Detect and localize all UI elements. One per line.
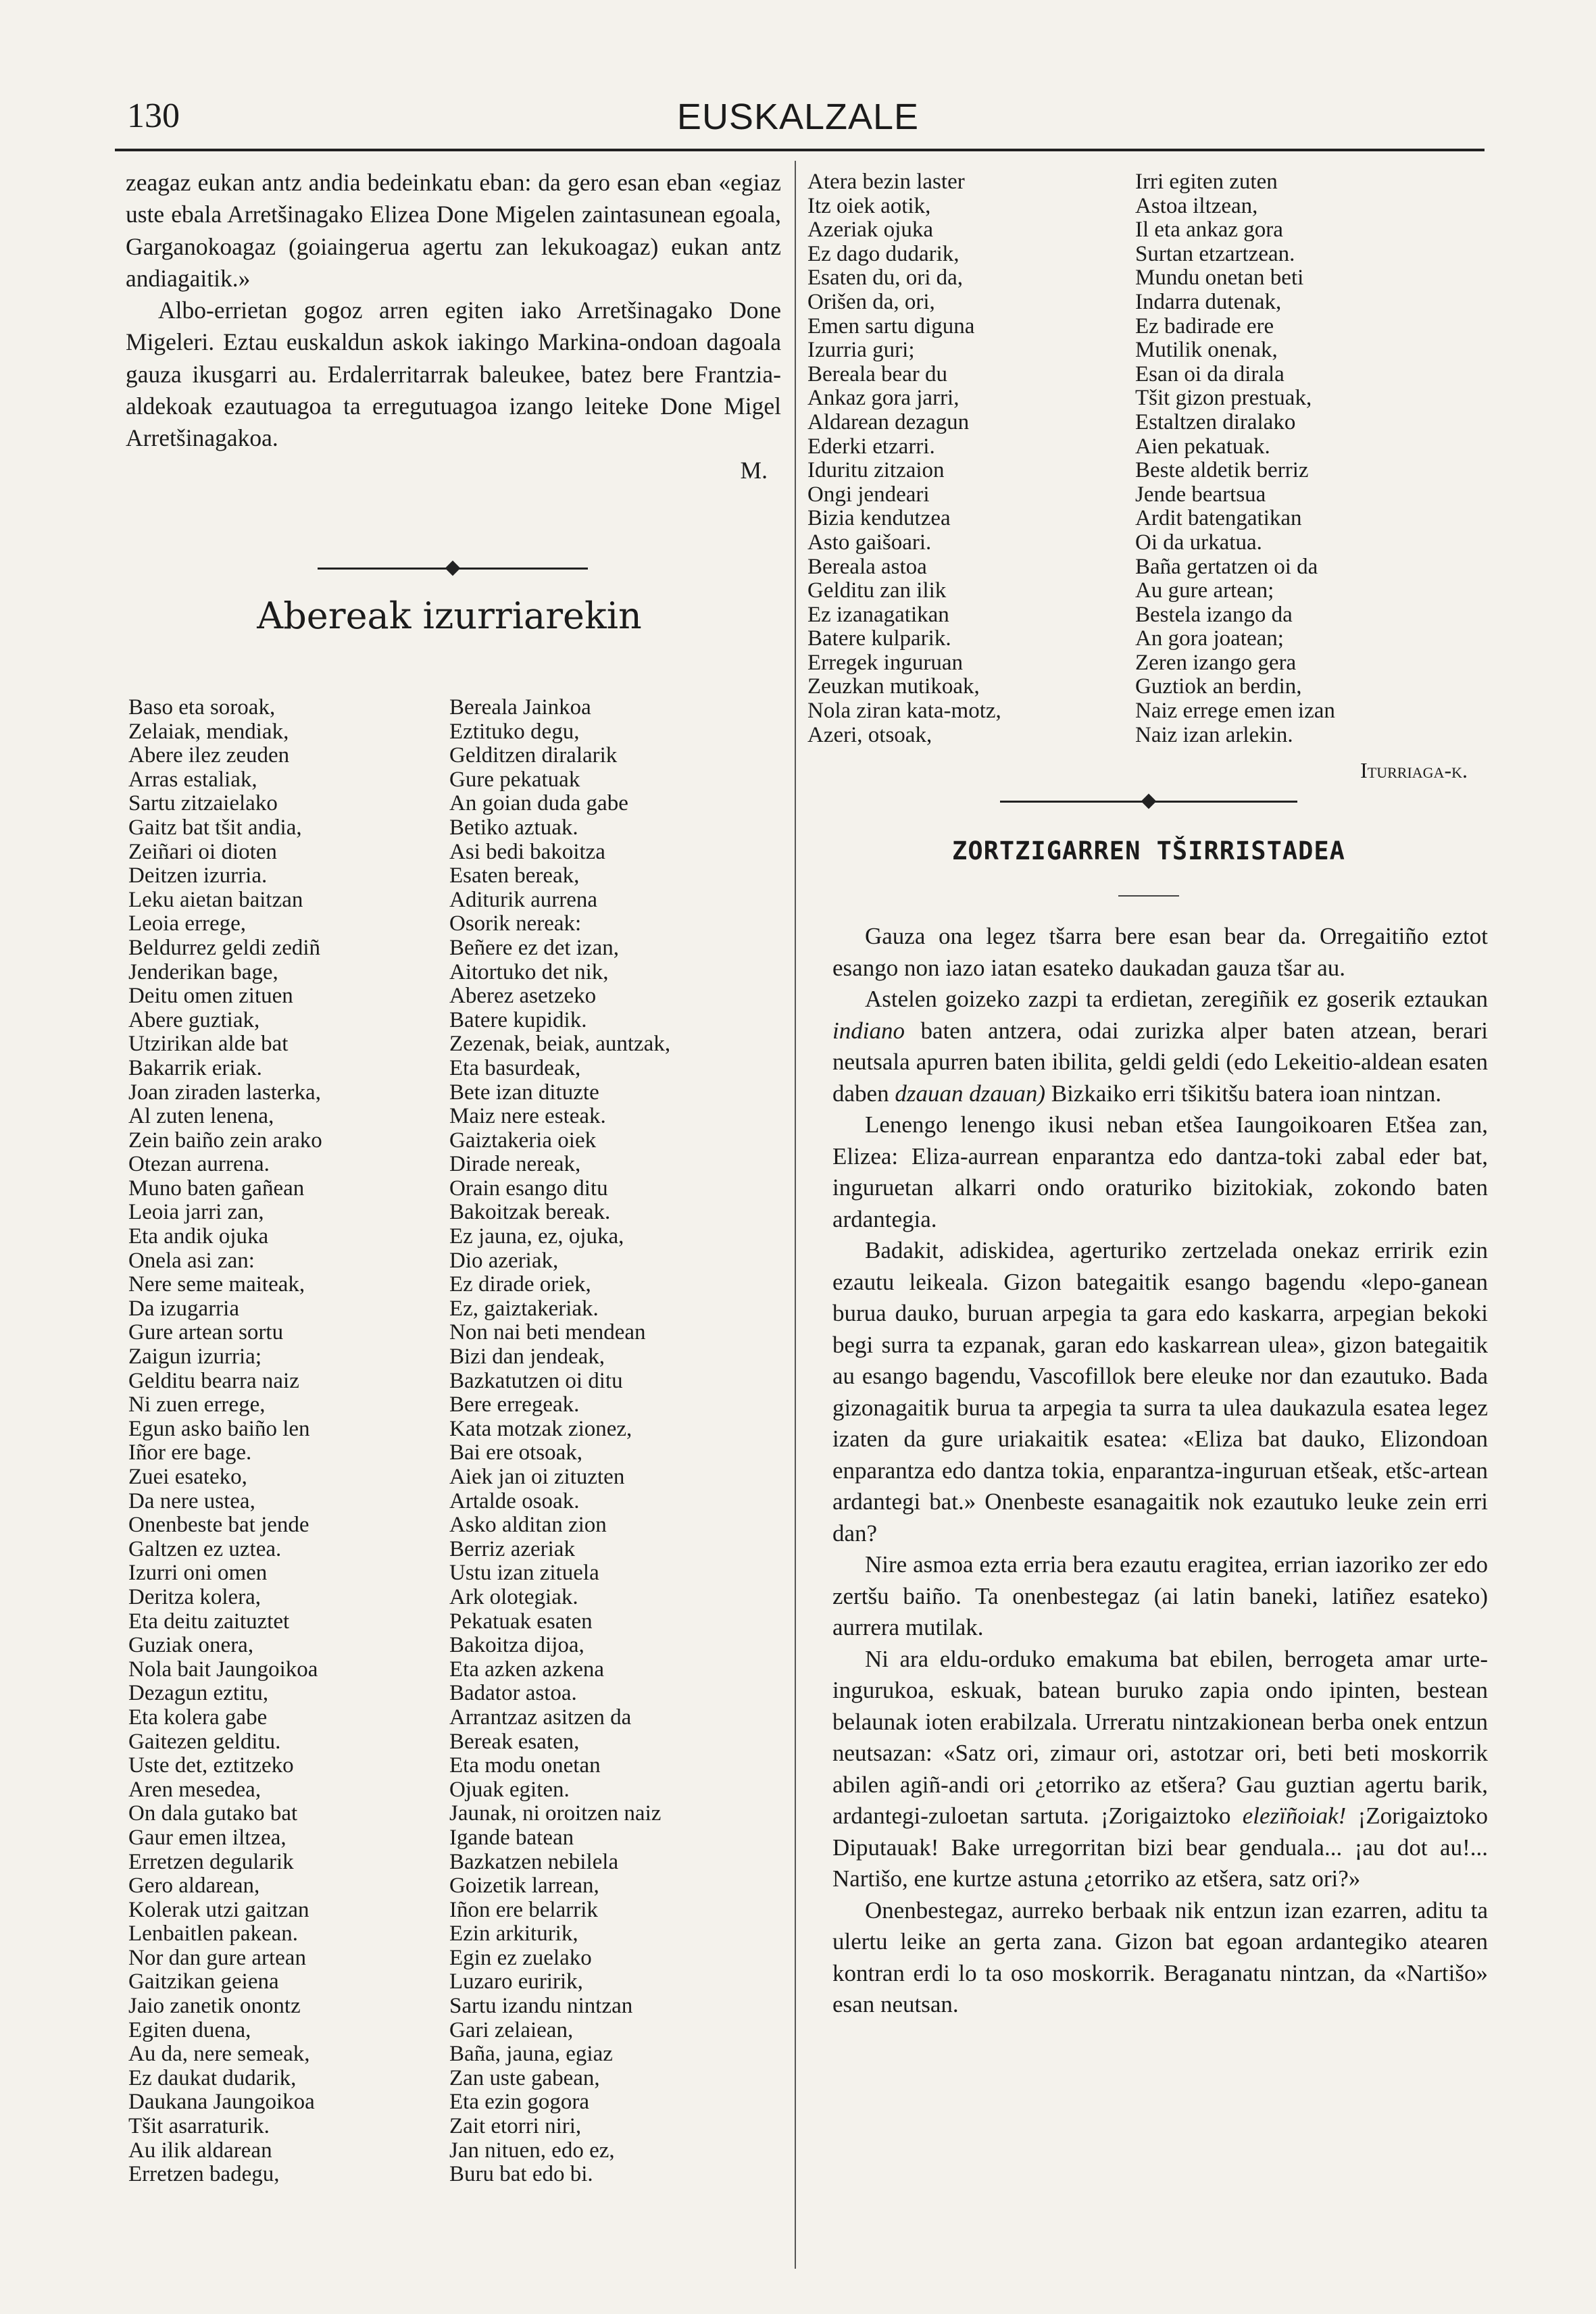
verse-line: Lenbaitlen pakean. xyxy=(128,1921,299,1946)
section-text xyxy=(832,921,1488,2021)
verse-line: Gelditu bearra naiz xyxy=(128,1368,299,1393)
verse-line: Iñor ere bage. xyxy=(128,1440,252,1465)
section-paragraph: Gauza ona legez tšarra bere esan bear da. Orregaitiño eztot esango non iazo iatan esateko daukadan gauza tšar au. xyxy=(832,923,1488,981)
verse-line: Tšit asarraturik. xyxy=(128,2114,270,2139)
verse-line: Osorik nereak: xyxy=(449,911,582,936)
verse-line: Ez jauna, ez, ojuka, xyxy=(449,1224,624,1249)
ornament-rule xyxy=(318,568,588,570)
verse-line: Ni zuen errege, xyxy=(128,1392,266,1417)
verse-line: Beste aldetik berriz xyxy=(1135,458,1309,483)
verse-line: Orišen da, ori, xyxy=(807,289,935,314)
verse-line: Aren mesedea, xyxy=(128,1777,261,1802)
verse-line: Eta modu onetan xyxy=(449,1753,601,1778)
verse-line: Aien pekatuak. xyxy=(1135,434,1270,459)
verse-line: Arrantzaz asitzen da xyxy=(449,1705,632,1730)
verse-line: Jaunak, ni oroitzen naiz xyxy=(449,1801,662,1826)
verse-line: Bereak esaten, xyxy=(449,1729,580,1754)
verse-line: Gelditu zan ilik xyxy=(807,578,947,603)
verse-line: Oi da urkatua. xyxy=(1135,530,1262,555)
verse-line: Azeriak ojuka xyxy=(807,218,933,243)
verse-line: Kata motzak zionez, xyxy=(449,1416,632,1441)
verse-line: Eztituko degu, xyxy=(449,719,580,744)
title-underline xyxy=(1118,895,1179,897)
verse-line: Izurria guri; xyxy=(807,338,915,363)
section-paragraph: Nire asmoa ezta erria bera ezautu eragitea, errian iazoriko zer edo zertšu baiño. Ta onenbestegaz (ai latin baneki, latiñez esateko) aurrera mutilak. xyxy=(832,1551,1488,1640)
verse-line: Bazkatzen nebilela xyxy=(449,1849,619,1874)
verse-line: Ardit batengatikan xyxy=(1135,506,1302,531)
section-paragraph xyxy=(832,984,1488,1109)
text-run: Astelen goizeko zazpi ta erdietan, zeregiñik ez goserik eztaukan xyxy=(865,986,1488,1012)
verse-line: Jende beartsua xyxy=(1135,482,1266,507)
verse-line: Uste det, eztitzeko xyxy=(128,1753,294,1778)
verse-line: Maiz nere esteak. xyxy=(449,1104,606,1129)
verse-line: Zeuzkan mutikoak, xyxy=(807,674,980,699)
verse-line: Bereala astoa xyxy=(807,554,927,579)
verse-line: Zein baiño zein arako xyxy=(128,1128,322,1153)
verse-line: An gora joatean; xyxy=(1135,626,1284,651)
verse-line: Iñon ere belarrik xyxy=(449,1897,598,1922)
verse-line: Bere erregeak. xyxy=(449,1392,580,1417)
verse-line: Aiek jan oi zituzten xyxy=(449,1465,625,1489)
verse-line: Erregek inguruan xyxy=(807,650,963,675)
header-rule xyxy=(115,149,1485,151)
verse-line: Dio azeriak, xyxy=(449,1248,559,1273)
verse-line: Izurri oni omen xyxy=(128,1561,268,1586)
verse-line: Ez dago dudarik, xyxy=(807,241,959,266)
verse-line: Otezan aurrena. xyxy=(128,1152,270,1177)
text-run: Bizkaiko erri tšikitšu batera ioan nintzan. xyxy=(1045,1080,1442,1107)
verse-line: Beñere ez det izan, xyxy=(449,935,620,960)
verse-line: Orain esango ditu xyxy=(449,1176,608,1201)
poem-column-4 xyxy=(1135,170,1487,747)
verse-line: Nola bait Jaungoikoa xyxy=(128,1657,318,1682)
verse-line: Aldarean dezagun xyxy=(807,409,970,434)
verse-line: Emen sartu diguna xyxy=(807,313,975,338)
verse-line: Batere kupidik. xyxy=(449,1007,587,1032)
verse-line: Non nai beti mendean xyxy=(449,1320,646,1345)
section-paragraph xyxy=(832,1644,1488,1895)
verse-line: Bereala Jainkoa xyxy=(449,695,591,720)
verse-line: Zeiñari oi dioten xyxy=(128,839,277,864)
intro-signature: M. xyxy=(740,456,768,484)
verse-line: Ez, gaiztakeriak. xyxy=(449,1296,599,1321)
verse-line: Surtan etzartzean. xyxy=(1135,241,1295,266)
verse-line: Astoa iltzean, xyxy=(1135,193,1258,218)
verse-line: Zaigun izurria; xyxy=(128,1344,262,1369)
verse-line: Aditurik aurrena xyxy=(449,887,597,912)
verse-line: Eta basurdeak, xyxy=(449,1055,581,1080)
verse-line: Ankaz gora jarri, xyxy=(807,386,959,411)
verse-line: On dala gutako bat xyxy=(128,1801,298,1826)
verse-line: Gure pekatuak xyxy=(449,767,580,792)
verse-line: Leoia errege, xyxy=(128,911,247,936)
verse-line: Goizetik larrean, xyxy=(449,1873,599,1898)
verse-line: Arras estaliak, xyxy=(128,767,257,792)
verse-line: Irri egiten zuten xyxy=(1135,170,1278,194)
verse-line: Nola ziran kata-motz, xyxy=(807,699,1001,724)
verse-line: Zelaiak, mendiak, xyxy=(128,719,289,744)
intro-text xyxy=(126,167,781,486)
verse-line: Betiko aztuak. xyxy=(449,815,578,840)
verse-line: Au ilik aldarean xyxy=(128,2138,272,2163)
verse-line: Dezagun eztitu, xyxy=(128,1681,269,1706)
verse-line: Asi bedi bakoitza xyxy=(449,839,605,864)
column-divider xyxy=(795,161,796,2269)
ornament-rule xyxy=(1000,801,1297,803)
verse-line: Da izugarria xyxy=(128,1296,239,1321)
journal-title: EUSKALZALE xyxy=(676,97,920,137)
verse-line: Deitzen izurria. xyxy=(128,863,268,888)
verse-line: Il eta ankaz gora xyxy=(1135,218,1283,243)
poem-title: Abereak izurriarekin xyxy=(257,595,642,637)
verse-line: Ez daukat dudarik, xyxy=(128,2065,297,2090)
verse-line: Gaiztakeria oiek xyxy=(449,1128,597,1153)
verse-line: Mundu onetan beti xyxy=(1135,266,1304,291)
verse-line: Egin ez zuelako xyxy=(449,1945,592,1970)
verse-line: Galtzen ez uztea. xyxy=(128,1536,282,1561)
verse-line: Eta ezin gogora xyxy=(449,2090,590,2115)
verse-line: Indarra dutenak, xyxy=(1135,289,1282,314)
verse-line: Bereala bear du xyxy=(807,361,948,386)
verse-line: Pekatuak esaten xyxy=(449,1609,593,1634)
section-paragraph: Onenbestegaz, aurreko berbaak nik entzun izan ezarren, aditu ta ulertu leike an gerta zana. Gizon bat egoan ardantegiko atearen kontran erdi lo ta oso moskorrik. Beraganatu nintzan, da «Nartišo» esan neutsan. xyxy=(832,1896,1488,2017)
verse-line: Gelditzen diralarik xyxy=(449,743,618,768)
verse-line: Itz oiek aotik, xyxy=(807,193,931,218)
verse-line: Baña gertatzen oi da xyxy=(1135,554,1318,579)
verse-line: Badator astoa. xyxy=(449,1681,577,1706)
verse-line: Atera bezin laster xyxy=(807,170,965,194)
verse-line: Gaitz bat tšit andia, xyxy=(128,815,302,840)
verse-line: Al zuten lenena, xyxy=(128,1104,274,1129)
verse-line: An goian duda gabe xyxy=(449,791,628,816)
verse-line: Bizi dan jendeak, xyxy=(449,1344,605,1369)
verse-line: Kolerak utzi gaitzan xyxy=(128,1897,309,1922)
section-paragraph: Badakit, adiskidea, agerturiko zertzelada onekaz erririk ezin ezautu leikeala. Gizon bategaitik esango bagendu «lepo-ganean burua dauko, buruan arpegia ta gara edo kaskarra, arpegian bekoki begi surra ta ezpanak, garan edo kaskarrean ulea», gizon bategaitik au esango bagendu, Vascofillok bere eleuke nor dan ezautuko. Bada gizonagaitik burua ta arpegia ta surra ta ulea daukazula esatea legez izaten da gure uriakaitik esatea: «Eliza bat dauko, Elizondoan enparantza edo dantza tokia, enparantza-inguruan etšeak, etšc-artean ardantegi bat.» Onenbeste esanagaitik nok ezautuko leuke zein erri dan? xyxy=(832,1237,1488,1546)
verse-line: Bakarrik eriak. xyxy=(128,1055,262,1080)
verse-line: Egun asko baiño len xyxy=(128,1416,310,1441)
section-paragraph: Lenengo lenengo ikusi neban etšea Iaungoikoaren Etšea zan, Elizea: Eliza-aurrean enparantza edo dantza-toki zabal eder bat, inguruetan alkarri ondo oraturiko bizitokiak, zokondo baten ardantegia. xyxy=(832,1111,1488,1232)
verse-line: Guztiok an berdin, xyxy=(1135,674,1302,699)
verse-line: Estaltzen diralako xyxy=(1135,409,1296,434)
verse-line: Artalde osoak. xyxy=(449,1488,580,1513)
verse-line: Gaitezen gelditu. xyxy=(128,1729,281,1754)
verse-line: Bete izan dituzte xyxy=(449,1080,599,1105)
verse-line: Asto gaišoari. xyxy=(807,530,932,555)
verse-line: Naiz izan arlekin. xyxy=(1135,722,1293,747)
verse-line: Zeren izango gera xyxy=(1135,650,1297,675)
verse-line: Abere ilez zeuden xyxy=(128,743,290,768)
verse-line: Muno baten gañean xyxy=(128,1176,305,1201)
verse-line: Guziak onera, xyxy=(128,1633,254,1658)
verse-line: Leku aietan baitzan xyxy=(128,887,303,912)
verse-line: Au gure artean; xyxy=(1135,578,1274,603)
verse-line: Naiz errege emen izan xyxy=(1135,699,1335,724)
verse-line: Leoia jarri zan, xyxy=(128,1200,264,1225)
verse-line: Aberez asetzeko xyxy=(449,984,597,1009)
verse-line: Azeri, otsoak, xyxy=(807,722,932,747)
italic-term: dzauan dzauan) xyxy=(895,1080,1045,1107)
text-run: baten antzera, odai zurizka alper baten atzean, berari neutsala apurren baten ibilita, geldi geldi (edo Lekeitio-aldean esaten daben xyxy=(832,1017,1488,1107)
verse-line: Gari zelaiean, xyxy=(449,2017,574,2042)
verse-line: Aitortuko det nik, xyxy=(449,959,609,984)
verse-line: Bai ere otsoak, xyxy=(449,1440,583,1465)
verse-line: Esan oi da dirala xyxy=(1135,361,1285,386)
verse-line: Ongi jendeari xyxy=(807,482,930,507)
verse-line: Ederki etzarri. xyxy=(807,434,935,459)
verse-line: Bakoitzak bereak. xyxy=(449,1200,611,1225)
verse-line: Gero aldarean, xyxy=(128,1873,260,1898)
section-title: ZORTZIGARREN TŠIRRISTADEA xyxy=(952,836,1345,865)
verse-line: Deitu omen zituen xyxy=(128,984,293,1009)
poem-column-2 xyxy=(449,696,787,2187)
verse-line: Au da, nere semeak, xyxy=(128,2042,310,2067)
verse-line: Berriz azeriak xyxy=(449,1536,575,1561)
verse-line: Asko alditan zion xyxy=(449,1513,607,1538)
verse-line: Eta kolera gabe xyxy=(128,1705,268,1730)
verse-line: Luzaro euririk, xyxy=(449,1969,583,1994)
verse-line: Deritza kolera, xyxy=(128,1584,261,1609)
verse-line: Igande batean xyxy=(449,1825,574,1850)
verse-line: Iduritu zitzaion xyxy=(807,458,945,483)
verse-line: Ez badirade ere xyxy=(1135,313,1274,338)
verse-line: Esaten du, ori da, xyxy=(807,266,964,291)
verse-line: Bestela izango da xyxy=(1135,602,1293,627)
verse-line: Dirade nereak, xyxy=(449,1152,581,1177)
verse-line: Onela asi zan: xyxy=(128,1248,255,1273)
verse-line: Batere kulparik. xyxy=(807,626,951,651)
poem-signature: Iturriaga-k. xyxy=(1360,758,1468,782)
verse-line: Gaur emen iltzea, xyxy=(128,1825,286,1850)
verse-line: Jaio zanetik onontz xyxy=(128,1994,301,2019)
verse-line: Gaitzikan geiena xyxy=(128,1969,279,1994)
text-run: Ni ara eldu-orduko emakuma bat ebilen, berrogeta amar urte-ingurukoa, eskuak, batean buruko zapia ondo ipinten, bestean belaunak ioten erabilzala. Urreratu nintzakionean berba onek entzun neutsazan: «Satz ori, zimaur ori, astotzar ori, beti beti moskorrik abilen agiñ-andi ori ¿etorriko az etšera? Gau guztian agertu barik, ardantegi-zuloetan sartuta. ¡Zorigaiztoko xyxy=(832,1645,1488,1829)
verse-line: Da nere ustea, xyxy=(128,1488,255,1513)
intro-paragraph: Albo-errietan gogoz arren egiten iako Arretšinagako Done Migeleri. Eztau euskaldun askok iakingo Markina-ondoan dagoala gauza ikusgarri au. Erdalerritarrak baleukee, batez bere Frantzia-aldekoak ezautuagoa ta erregutuagoa izango leiteke Done Migel Arretšinagakoa. xyxy=(126,297,781,452)
poem-column-3 xyxy=(807,170,1118,747)
italic-term: indiano xyxy=(832,1017,905,1044)
verse-line: Buru bat edo bi. xyxy=(449,2162,593,2187)
verse-line: Zuei esateko, xyxy=(128,1465,247,1489)
verse-line: Beldurrez geldi zediñ xyxy=(128,935,321,960)
verse-line: Zezenak, beiak, auntzak, xyxy=(449,1032,671,1057)
verse-line: Daukana Jaungoikoa xyxy=(128,2090,315,2115)
verse-line: Ezin arkiturik, xyxy=(449,1921,578,1946)
verse-line: Abere guztiak, xyxy=(128,1007,260,1032)
verse-line: Ustu izan zituela xyxy=(449,1561,599,1586)
verse-line: Tšit gizon prestuak, xyxy=(1135,386,1312,411)
verse-line: Nere seme maiteak, xyxy=(128,1272,305,1297)
verse-line: Mutilik onenak, xyxy=(1135,338,1278,363)
verse-line: Onenbeste bat jende xyxy=(128,1513,309,1538)
verse-line: Esaten bereak, xyxy=(449,863,580,888)
intro-paragraph: zeagaz eukan antz andia bedeinkatu eban: da gero esan eban «egiaz uste ebala Arretšinagako Elizea Done Migelen zaintasunean egoala, Garganokoagaz (goiaingerua agertu zan lekukoagaz) eukan antz andiagaitik.» xyxy=(126,169,781,292)
verse-line: Gure artean sortu xyxy=(128,1320,284,1345)
verse-line: Sartu izandu nintzan xyxy=(449,1994,633,2019)
verse-line: Zan uste gabean, xyxy=(449,2065,600,2090)
verse-line: Sartu zitzaielako xyxy=(128,791,278,816)
verse-line: Bizia kendutzea xyxy=(807,506,951,531)
page-number: 130 xyxy=(127,97,180,135)
verse-line: Nor dan gure artean xyxy=(128,1945,306,1970)
verse-line: Baso eta soroak, xyxy=(128,695,276,720)
verse-line: Zait etorri niri, xyxy=(449,2114,582,2139)
verse-line: Ojuak egiten. xyxy=(449,1777,570,1802)
verse-line: Ez izanagatikan xyxy=(807,602,949,627)
italic-term: elezïñoiak! xyxy=(1242,1803,1347,1829)
verse-line: Baña, jauna, egiaz xyxy=(449,2042,613,2067)
verse-line: Ark olotegiak. xyxy=(449,1584,578,1609)
verse-line: Joan ziraden lasterka, xyxy=(128,1080,321,1105)
verse-line: Bazkatutzen oi ditu xyxy=(449,1368,623,1393)
verse-line: Ez dirade oriek, xyxy=(449,1272,591,1297)
verse-line: Eta azken azkena xyxy=(449,1657,605,1682)
verse-line: Jan nituen, edo ez, xyxy=(449,2138,615,2163)
verse-line: Erretzen badegu, xyxy=(128,2162,280,2187)
verse-line: Utzirikan alde bat xyxy=(128,1032,289,1057)
verse-line: Jenderikan bage, xyxy=(128,959,278,984)
verse-line: Erretzen degularik xyxy=(128,1849,294,1874)
verse-line: Eta andik ojuka xyxy=(128,1224,269,1249)
verse-line: Bakoitza dijoa, xyxy=(449,1633,584,1658)
text-run: ¡Zorigaiztoko Diputauak! Bake urregorritan bizi bear genduala... ¡au dot au!... Nartišo, ene kurtze astuna ¿etorriko az etšera, satz ori?» xyxy=(832,1803,1489,1892)
poem-column-1 xyxy=(128,696,439,2187)
verse-line: Egiten duena, xyxy=(128,2017,251,2042)
verse-line: Eta deitu zaituztet xyxy=(128,1609,290,1634)
